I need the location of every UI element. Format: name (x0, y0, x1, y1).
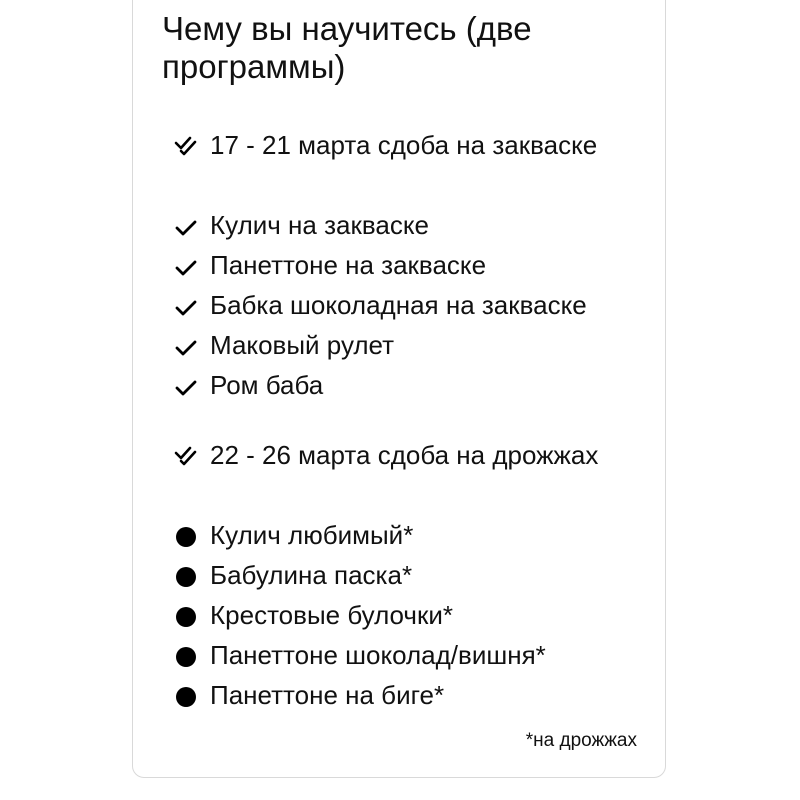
card-title: Чему вы научитесь (две программы) (162, 10, 532, 85)
list-item: Бабка шоколадная на закваске (210, 290, 587, 320)
check-icon (174, 376, 198, 400)
list-item: Маковый рулет (210, 330, 395, 360)
list-item: Панеттоне на закваске (210, 250, 487, 280)
list-item: Кулич любимый* (210, 520, 414, 550)
bullet-dot-icon (176, 567, 196, 587)
bullet-dot-icon (176, 687, 196, 707)
bullet-dot-icon (176, 647, 196, 667)
group-heading-yeast: 22 - 26 марта сдоба на дрожжах (210, 440, 599, 470)
footnote: *на дрожжах (525, 730, 637, 751)
check-icon (174, 216, 198, 240)
double-check-icon (174, 443, 198, 467)
check-icon (174, 336, 198, 360)
bullet-dot-icon (176, 527, 196, 547)
group-heading-sourdough: 17 - 21 марта сдоба на закваске (210, 130, 598, 160)
list-item: Крестовые булочки* (210, 600, 453, 630)
list-item: Панеттоне шоколад/вишня* (210, 640, 546, 670)
list-item: Кулич на закваске (210, 210, 429, 240)
bullet-dot-icon (176, 607, 196, 627)
double-check-icon (174, 133, 198, 157)
list-item: Бабулина паска* (210, 560, 413, 590)
check-icon (174, 296, 198, 320)
list-item: Ром баба (210, 370, 324, 400)
check-icon (174, 256, 198, 280)
list-item: Панеттоне на биге* (210, 680, 445, 710)
